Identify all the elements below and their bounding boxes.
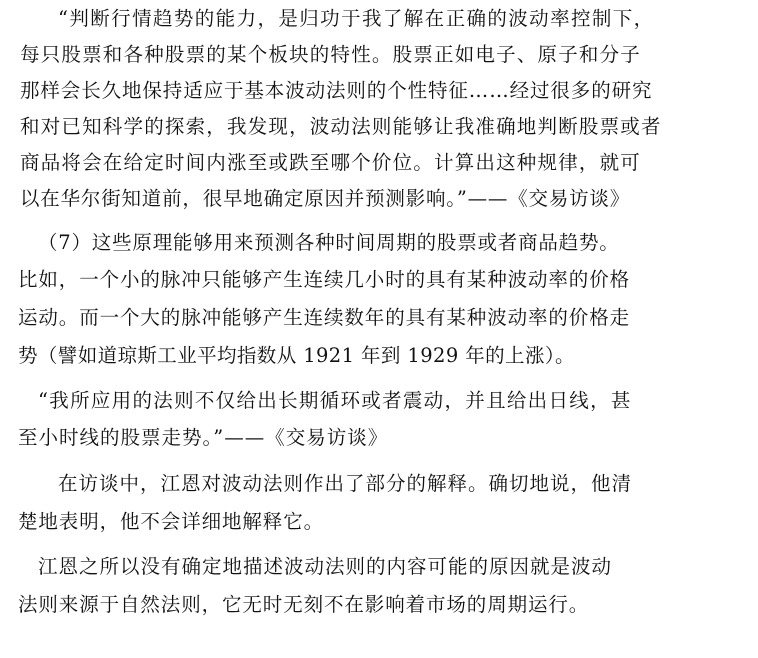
text-line: “我所应用的法则不仅给出长期循环或者震动，并且给出日线，甚 (38, 389, 632, 412)
text-line: 以在华尔街知道前，很早地确定原因并预测影响。”——《交易访谈》 (20, 187, 631, 210)
text-line: 江恩之所以没有确定地描述波动法则的内容可能的原因就是波动 (38, 555, 613, 578)
text-line: “判断行情趋势的能力，是归功于我了解在正确的波动率控制下， (58, 7, 655, 30)
text-line: 至小时线的股票走势。”——《交易访谈》 (18, 426, 389, 449)
text-line: 楚地表明，他不会详细地解释它。 (18, 510, 325, 533)
text-line: 在访谈中，江恩对波动法则作出了部分的解释。确切地说，他清 (58, 472, 633, 495)
text-line: 每只股票和各种股票的某个板块的特性。股票正如电子、原子和分子 (20, 43, 642, 66)
text-line: （7）这些原理能够用来预测各种时间周期的股票或者商品趋势。 (38, 231, 620, 254)
text-line: 商品将会在给定时间内涨至或跌至哪个价位。计算出这种规律，就可 (20, 151, 642, 174)
text-line: 势（譬如道琼斯工业平均指数从 1921 年到 1929 年的上涨）。 (18, 344, 575, 367)
text-line: 和对已知科学的探索，我发现，波动法则能够让我准确地判断股票或者 (20, 115, 662, 138)
text-line: 那样会长久地保持适应于基本波动法则的个性特征……经过很多的研究 (20, 79, 653, 102)
text-line: 比如，一个小的脉冲只能够产生连续几小时的具有某种波动率的价格 (18, 268, 631, 291)
text-line: 法则来源于自然法则，它无时无刻不在影响着市场的周期运行。 (18, 593, 590, 616)
text-line: 运动。而一个大的脉冲能够产生连续数年的具有某种波动率的价格走 (18, 306, 631, 329)
